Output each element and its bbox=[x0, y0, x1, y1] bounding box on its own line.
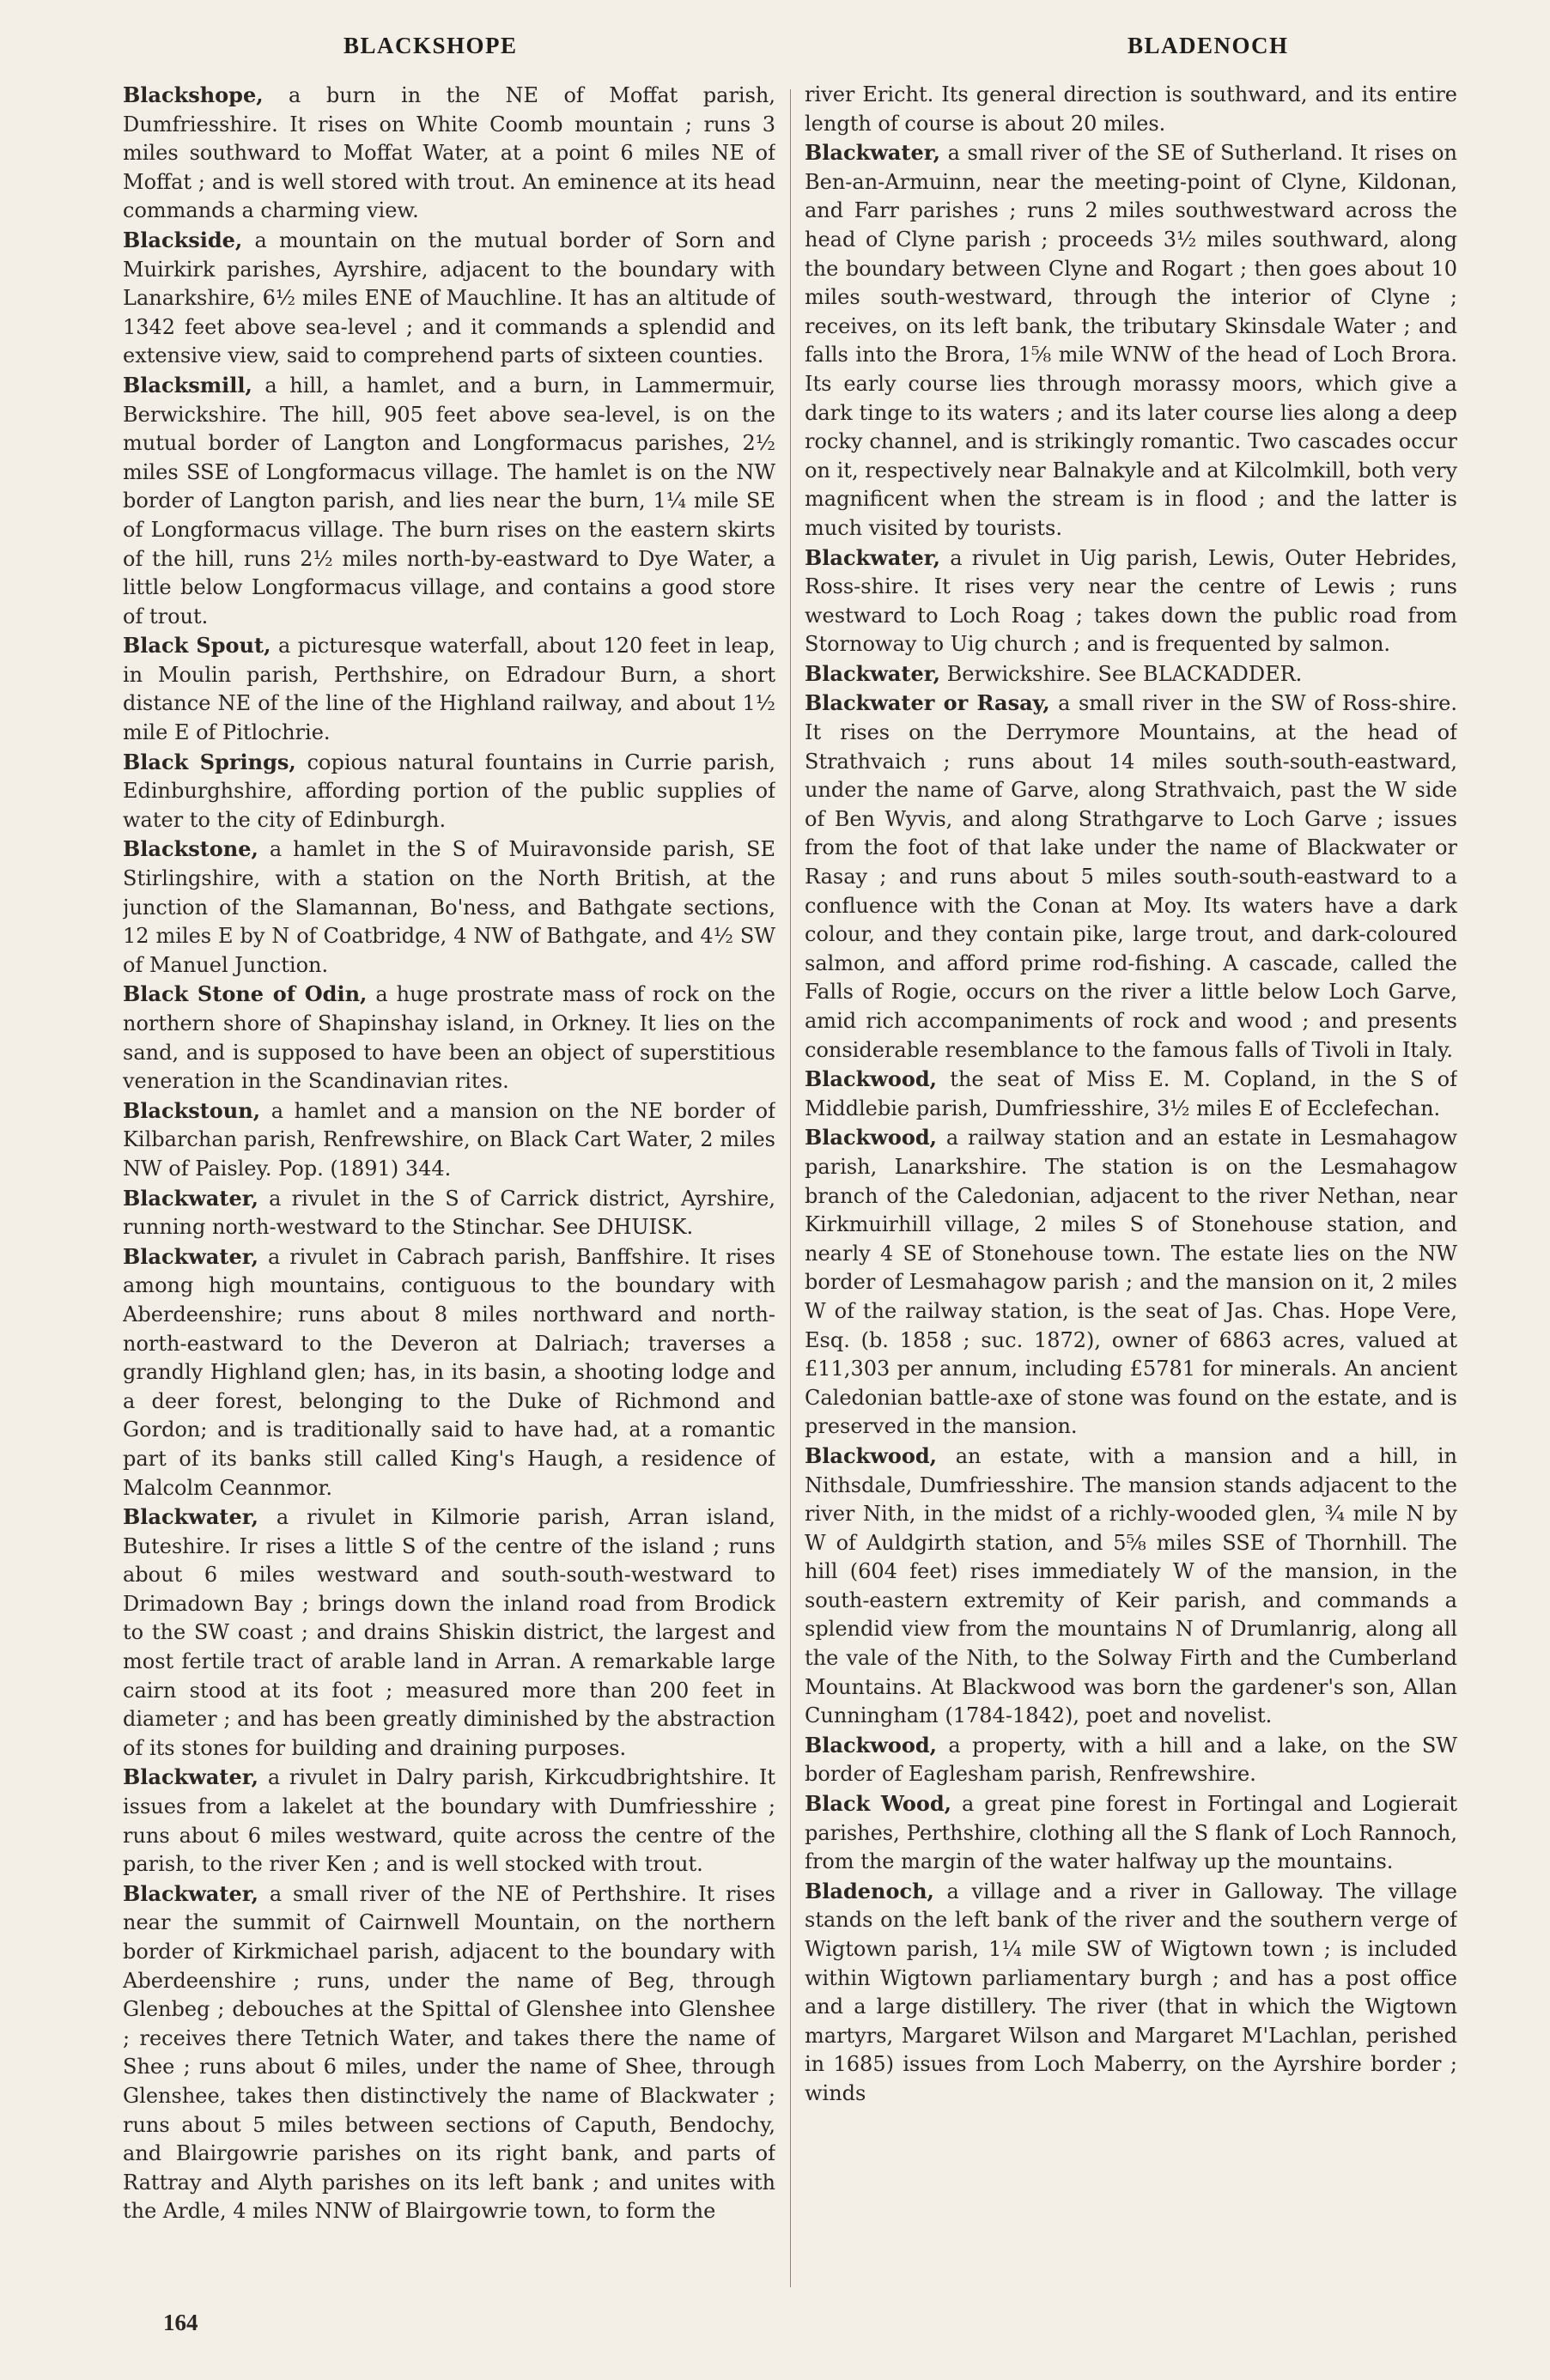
gazetteer-entry bbox=[123, 1763, 775, 1879]
entry-text: a property, with a hill and a lake, on the SW border of Eaglesham parish, Renfrewshire. bbox=[805, 1733, 1457, 1787]
entry-headword: Blackwater, bbox=[805, 140, 941, 166]
entry-headword: Blackside, bbox=[123, 227, 243, 252]
entry-text: a rivulet in Dalry parish, Kirkcudbrightshire. It issues from a lakelet at the boundary with Dumfriesshire ; runs about 6 miles westward, quite across the centre of the parish, to the river Ken ; and is well stocked with trout. bbox=[123, 1765, 775, 1877]
gazetteer-entry bbox=[805, 81, 1457, 138]
gazetteer-entry bbox=[805, 1877, 1457, 2109]
entry-text: a burn in the NE of Moffat parish, Dumfriesshire. It rises on White Coomb mountain ; runs 3 miles southward to Moffat Water, at a point 6 miles NE of Moffat ; and is well stored with trout. An eminence at its head commands a charming view. bbox=[123, 83, 775, 223]
entry-text: copious natural fountains in Currie parish, Edinburghshire, affording portion of the public supplies of water to the city of Edinburgh. bbox=[123, 750, 775, 832]
entry-headword: Blackwater, bbox=[123, 1764, 259, 1790]
entry-text: a rivulet in Kilmorie parish, Arran island, Buteshire. Ir rises a little S of the centre of the island ; runs about 6 miles westward and south-south-westward to Drimadown Bay ; brings down the inland road from Brodick to the SW coast ; and drains Shiskin district, the largest and most fertile tract of arable land in Arran. A remarkable large cairn stood at its foot ; measured more than 200 feet in diameter ; and has been greatly diminished by the abstraction of its stones for building and draining purposes. bbox=[123, 1505, 775, 1760]
entry-headword: Blackwood, bbox=[805, 1125, 938, 1151]
entry-text: a hamlet in the S of Muiravonside parish, SE Stirlingshire, with a station on the North British, at the junction of the Slamannan, Bo'ness, and Bathgate sections, 12 miles E by N of Coatbridge, 4 NW of Bathgate, and 4½ SW of Manuel Junction. bbox=[123, 837, 775, 977]
entry-headword: Blackwater or Rasay, bbox=[805, 690, 1050, 716]
entry-headword: Blackwater, bbox=[805, 660, 941, 686]
column-divider bbox=[790, 89, 791, 2287]
gazetteer-entry bbox=[123, 81, 775, 226]
entry-text: a mountain on the mutual border of Sorn and Muirkirk parishes, Ayrshire, adjacent to the boundary with Lanarkshire, 6½ miles ENE of Mauchline. It has an altitude of 1342 feet above sea-level ; and it commands a splendid and extensive view, said to comprehend parts of sixteen counties. bbox=[123, 228, 775, 368]
entry-text: a rivulet in Cabrach parish, Banffshire. It rises among high mountains, contiguous to the boundary with Aberdeenshire; runs about 8 miles northward and north-north-eastward to the Deveron at Dalriach; traverses a grandly Highland glen; has, in its basin, a shooting lodge and a deer forest, belonging to the Duke of Richmond and Gordon; and is traditionally said to have had, at a romantic part of its banks still called King's Haugh, a residence of Malcolm Ceannmor. bbox=[123, 1244, 775, 1500]
entry-headword: Black Stone of Odin, bbox=[123, 981, 368, 1007]
entry-text: Berwickshire. See BLACKADDER. bbox=[940, 661, 1303, 686]
right-column bbox=[805, 81, 1457, 2279]
entry-text: a small river of the NE of Perthshire. It rises near the summit of Cairnwell Mountain, on the northern border of Kirkmichael parish, adjacent to the boundary with Aberdeenshire ; runs, under the name of Beg, through Glenbeg ; debouches at the Spittal of Glenshee into Glenshee ; receives there Tetnich Water, and takes there the name of Shee ; runs about 6 miles, under the name of Shee, through Glenshee, takes then distinctively the name of Blackwater ; runs about 5 miles between sections of Caputh, Bendochy, and Blairgowrie parishes on its right bank, and parts of Rattray and Alyth parishes on its left bank ; and unites with the Ardle, 4 miles NNW of Blairgowrie town, to form the bbox=[123, 1881, 775, 2224]
entry-text: a village and a river in Galloway. The village stands on the left bank of the river and the southern verge of Wigtown parish, 1¼ mile SW of Wigtown town ; is included within Wigtown parliamentary burgh ; and has a post office and a large distillery. The river (that in which the Wigtown martyrs, Margaret Wilson and Margaret M'Lachlan, perished in 1685) issues from Loch Maberry, on the Ayrshire border ; winds bbox=[805, 1879, 1457, 2105]
gazetteer-entry bbox=[805, 1065, 1457, 1123]
entry-headword: Blackwater, bbox=[805, 544, 941, 570]
entry-headword: Blackwater, bbox=[123, 1504, 259, 1530]
gazetteer-entry bbox=[123, 835, 775, 980]
left-column bbox=[123, 81, 775, 2279]
gazetteer-entry bbox=[123, 1096, 775, 1184]
entry-text: a rivulet in Uig parish, Lewis, Outer Hebrides, Ross-shire. It rises very near the centre of Lewis ; runs westward to Loch Roag ; takes down the public road from Stornoway to Uig church ; and is frequented by salmon. bbox=[805, 545, 1457, 657]
gazetteer-entry bbox=[123, 1879, 775, 2226]
page-number: 164 bbox=[163, 2310, 198, 2335]
gazetteer-entry bbox=[123, 226, 775, 371]
entry-headword: Blackwater, bbox=[123, 1243, 259, 1269]
entry-headword: Black Springs, bbox=[123, 749, 296, 774]
gazetteer-entry bbox=[123, 748, 775, 835]
gazetteer-entry bbox=[123, 1184, 775, 1242]
gazetteer-entry bbox=[123, 1503, 775, 1763]
gazetteer-entry bbox=[805, 1442, 1457, 1731]
gazetteer-entry bbox=[123, 631, 775, 747]
entry-headword: Blackwater, bbox=[123, 1185, 259, 1211]
running-head-right: BLADENOCH bbox=[1128, 33, 1289, 58]
entry-headword: Blackshope, bbox=[123, 82, 264, 107]
entry-headword: Blackwood, bbox=[805, 1732, 938, 1758]
gazetteer-entry bbox=[805, 659, 1457, 689]
entry-headword: Blackwood, bbox=[805, 1066, 938, 1092]
entry-headword: Black Wood, bbox=[805, 1791, 952, 1817]
gazetteer-entry bbox=[805, 1731, 1457, 1789]
entry-headword: Blackwood, bbox=[805, 1442, 938, 1468]
entry-text: a hill, a hamlet, and a burn, in Lammermuir, Berwickshire. The hill, 905 feet above sea-level, is on the mutual border of Langton and Longformacus parishes, 2½ miles SSE of Longformacus village. The hamlet is on the NW border of Langton parish, and lies near the burn, 1¼ mile SE of Longformacus village. The burn rises on the eastern skirts of the hill, runs 2½ miles north-by-eastward to Dye Water, a little below Longformacus village, and contains a good store of trout. bbox=[123, 373, 775, 628]
entry-text: a hamlet and a mansion on the NE border of Kilbarchan parish, Renfrewshire, on Black Cart Water, 2 miles NW of Paisley. Pop. (1891) 344. bbox=[123, 1098, 775, 1181]
gazetteer-entry bbox=[805, 138, 1457, 543]
entry-text: an estate, with a mansion and a hill, in Nithsdale, Dumfriesshire. The mansion stands adjacent to the river Nith, in the midst of a richly-wooded glen, ¾ mile N by W of Auldgirth station, and 5⅝ miles SSE of Thornhill. The hill (604 feet) rises immediately W of the mansion, in the south-eastern extremity of Keir parish, and commands a splendid view from the mountains N of Drumlanrig, along all the vale of the Nith, to the Solway Firth and the Cumberland Mountains. At Blackwood was born the gardener's son, Allan Cunningham (1784-1842), poet and novelist. bbox=[805, 1443, 1457, 1728]
gazetteer-entry bbox=[805, 1789, 1457, 1877]
entry-headword: Bladenoch, bbox=[805, 1878, 934, 1903]
entry-headword: Blackstoun, bbox=[123, 1097, 261, 1123]
entry-headword: Blackstone, bbox=[123, 836, 258, 862]
gazetteer-entry bbox=[805, 689, 1457, 1065]
entry-text: river Ericht. Its general direction is southward, and its entire length of course is about 20 miles. bbox=[805, 82, 1457, 136]
entry-text: the seat of Miss E. M. Copland, in the S of Middlebie parish, Dumfriesshire, 3½ miles E of Ecclefechan. bbox=[805, 1067, 1457, 1120]
entry-headword: Blacksmill, bbox=[123, 372, 252, 398]
entry-headword: Black Spout, bbox=[123, 633, 271, 659]
entry-text: a great pine forest in Fortingal and Logierait parishes, Perthshire, clothing all the S flank of Loch Rannoch, from the margin of the water halfway up the mountains. bbox=[805, 1792, 1457, 1874]
gazetteer-entry bbox=[805, 543, 1457, 659]
entry-text: a small river of the SE of Sutherland. It rises on Ben-an-Armuinn, near the meeting-point of Clyne, Kildonan, and Farr parishes ; runs 2 miles southwestward across the head of Clyne parish ; proceeds 3½ miles southward, along the boundary between Clyne and Rogart ; then goes about 10 miles south-westward, through the interior of Clyne ; receives, on its left bank, the tributary Skinsdale Water ; and falls into the Brora, 1⅝ mile WNW of the head of Loch Brora. Its early course lies through morassy moors, which give a dark tinge to its waters ; and its later course lies along a deep rocky channel, and is strikingly romantic. Two cascades occur on it, respectively near Balnakyle and at Kilcolmkill, both very magnificent when the stream is in flood ; and the latter is much visited by tourists. bbox=[805, 141, 1457, 540]
entry-text: a rivulet in the S of Carrick district, Ayrshire, running north-westward to the Stinchar. See DHUISK. bbox=[123, 1186, 775, 1240]
gazetteer-entry bbox=[805, 1123, 1457, 1442]
entry-text: a huge prostrate mass of rock on the northern shore of Shapinshay island, in Orkney. It lies on the sand, and is supposed to have been an object of superstitious veneration in the Scandinavian rites. bbox=[123, 982, 775, 1094]
gazetteer-entry bbox=[123, 1242, 775, 1503]
gazetteer-entry bbox=[123, 980, 775, 1096]
gazetteer-entry bbox=[123, 371, 775, 631]
entry-text: a small river in the SW of Ross-shire. It rises on the Derrymore Mountains, at the head of Strathvaich ; runs about 14 miles south-south-eastward, under the name of Garve, along Strathvaich, past the W side of Ben Wyvis, and along Strathgarve to Loch Garve ; issues from the foot of that lake under the name of Blackwater or Rasay ; and runs about 5 miles south-south-eastward to a confluence with the Conan at Moy. Its waters have a dark colour, and they contain pike, large trout, and dark-coloured salmon, and afford prime rod-fishing. A cascade, called the Falls of Rogie, occurs on the river a little below Loch Garve, amid rich accompaniments of rock and wood ; and presents considerable resemblance to the famous falls of Tivoli in Italy. bbox=[805, 691, 1457, 1062]
running-head-left: BLACKSHOPE bbox=[343, 33, 518, 58]
entry-text: a picturesque waterfall, about 120 feet in leap, in Moulin parish, Perthshire, on Edradour Burn, a short distance NE of the line of the Highland railway, and about 1½ mile E of Pitlochrie. bbox=[123, 634, 775, 745]
entry-text: a railway station and an estate in Lesmahagow parish, Lanarkshire. The station is on the Lesmahagow branch of the Caledonian, adjacent to the river Nethan, near Kirkmuirhill village, 2 miles S of Stonehouse station, and nearly 4 SE of Stonehouse town. The estate lies on the NW border of Lesmahagow parish ; and the mansion on it, 2 miles W of the railway station, is the seat of Jas. Chas. Hope Vere, Esq. (b. 1858 ; suc. 1872), owner of 6863 acres, valued at £11,303 per annum, including £5781 for minerals. An ancient Caledonian battle-axe of stone was found on the estate, and is preserved in the mansion. bbox=[805, 1126, 1457, 1439]
entry-headword: Blackwater, bbox=[123, 1880, 259, 1906]
